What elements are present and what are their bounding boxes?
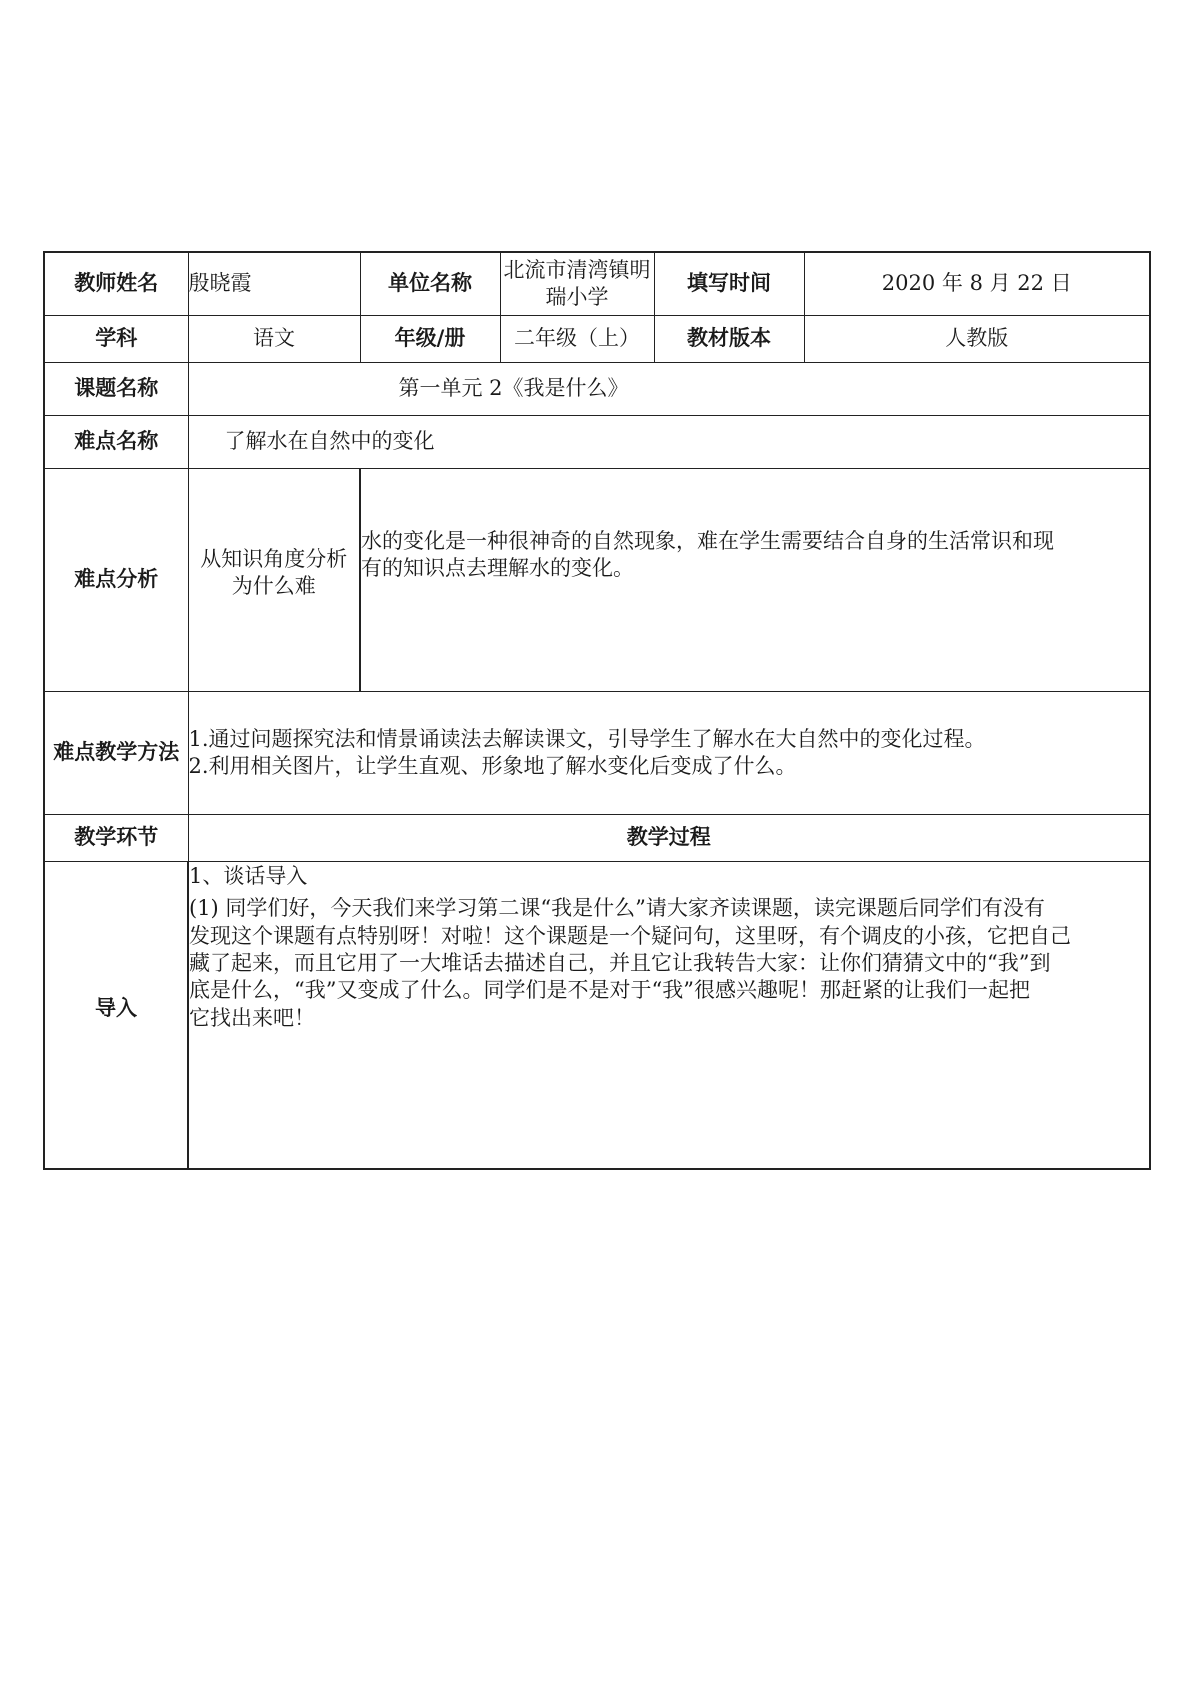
intro-line-3: 藏了起来，而且它用了一大堆话去描述自己，并且它让我转告大家：让你们猜猜文中的“我”到 (189, 950, 1051, 975)
header-row-1 (44, 252, 1150, 316)
method-row (44, 692, 1150, 815)
intro-line-5: 它找出来吧！ (189, 1005, 315, 1030)
lesson-plan-table (43, 251, 1151, 1170)
method-text (188, 692, 1150, 815)
edition-value: 人教版 (804, 316, 1150, 363)
fill-date-value: 2020 年 8 月 22 日 (804, 252, 1150, 316)
teacher-name-value: 殷晓霞 (188, 252, 360, 316)
intro-text (188, 862, 1150, 1170)
lesson-title-value: 第一单元 2《我是什么》 (188, 363, 1150, 416)
unit-name-line1: 北流市清湾镇明 (503, 257, 651, 282)
process-header-label: 教学过程 (188, 815, 1150, 862)
stage-header-label: 教学环节 (44, 815, 188, 862)
teacher-name-label: 教师姓名 (44, 252, 188, 316)
intro-line-4: 底是什么，“我”又变成了什么。同学们是不是对于“我”很感兴趣呢！那赶紧的让我们一起把 (189, 978, 1030, 1003)
header-row-2 (44, 316, 1150, 363)
subject-value: 语文 (188, 316, 360, 363)
unit-name-value (500, 252, 654, 316)
intro-label (44, 862, 188, 1170)
intro-line-1: (1) 同学们好，今天我们来学习第二课“我是什么”请大家齐读课题，读完课题后同学们有没有 (189, 896, 1045, 921)
method-item-2: 2.利用相关图片，让学生直观、形象地了解水变化后变成了什么。 (188, 754, 797, 778)
analysis-text-line2: 有的知识点去理解水的变化。 (361, 556, 634, 580)
fill-date-label: 填写时间 (654, 252, 804, 316)
intro-row (44, 862, 1150, 1170)
unit-name-line2: 瑞小学 (545, 285, 609, 309)
difficulty-value: 了解水在自然中的变化 (188, 416, 1150, 469)
analysis-sub-label-line1: 从知识角度分析 (200, 546, 348, 571)
lesson-title-label: 课题名称 (44, 363, 188, 416)
unit-name-label: 单位名称 (360, 252, 500, 316)
method-label: 难点教学方法 (44, 692, 188, 815)
intro-heading: 1、谈话导入 (189, 864, 308, 888)
analysis-sub-label-line2: 为什么难 (231, 574, 316, 598)
grade-label: 年级/册 (360, 316, 500, 363)
difficulty-label: 难点名称 (44, 416, 188, 469)
edition-label: 教材版本 (654, 316, 804, 363)
intro-label-text: 导入 (95, 996, 137, 1021)
analysis-row (44, 469, 1150, 692)
analysis-text-line1: 水的变化是一种很神奇的自然现象，难在学生需要结合自身的生活常识和现 (361, 528, 1054, 553)
grade-value: 二年级（上） (500, 316, 654, 363)
lesson-title-row (44, 363, 1150, 416)
analysis-label: 难点分析 (44, 469, 188, 692)
analysis-text (360, 469, 1150, 692)
analysis-sub-label (188, 469, 360, 692)
method-item-1: 1.通过问题探究法和情景诵读法去解读课文，引导学生了解水在大自然中的变化过程。 (188, 726, 986, 751)
process-header-row (44, 815, 1150, 862)
subject-label: 学科 (44, 316, 188, 363)
difficulty-row (44, 416, 1150, 469)
intro-line-2: 发现这个课题有点特别呀！对啦！这个课题是一个疑问句，这里呀，有个调皮的小孩，它把自己 (189, 923, 1071, 948)
